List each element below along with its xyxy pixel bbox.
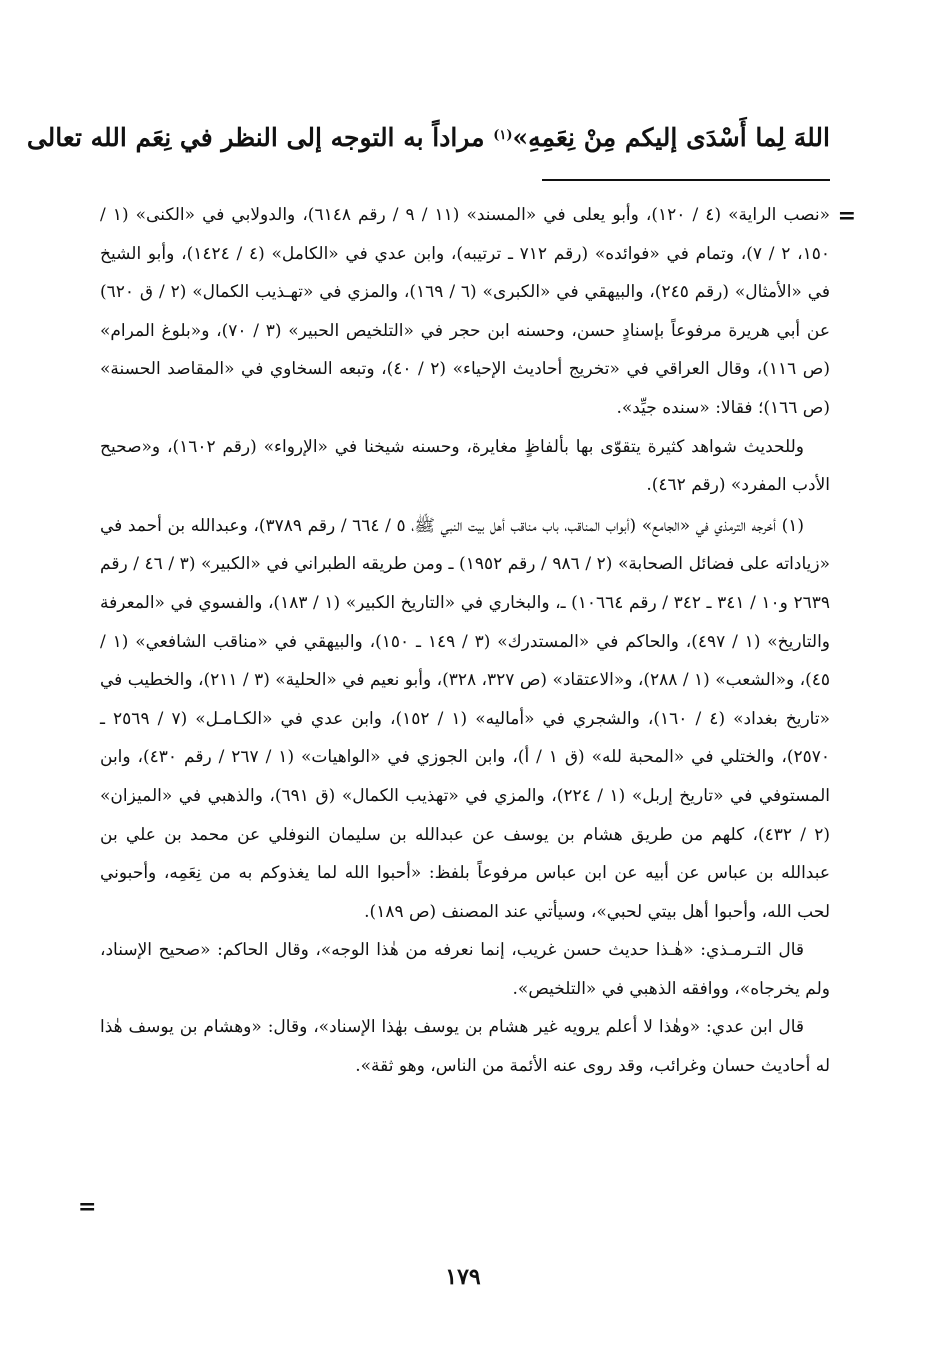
footnote-separator-rule (542, 179, 830, 181)
page-number: ١٧٩ (445, 1264, 481, 1290)
continuation-mark-start: = (837, 203, 856, 229)
footnote-reference: (١) (493, 128, 513, 143)
footnote-continued-paragraph: «نصب الراية» (٤ / ١٢٠)، وأبو يعلى في «المسند» (١١ / ٩ / رقم ٦١٤٨)، والدولابي في «الكنى» (١ / ١٥٠، ٢ / ٧)، وتمام في «فوائده» (رقم ٧١٢ ـ ترتيبه)، وابن عدي في «الكامل» (٤ / ١٤٢٤)، وأبو الشيخ في «الأمثال» (رقم ٢٤٥)، والبيهقي في «الكبرى» (٦ / ١٦٩)، والمزي في «تهـذيب الكمال» (٢ / ق ٦٢٠) عن أبي هريرة مرفوعاً بإسنادٍ حسن، وحسنه ابن حجر في «التلخيص الحبير» (٣ / ٧٠)، و«بلوغ المرام» (ص ١١٦)، وقال العراقي في «تخريج أحاديث الإحياء» (٢ / ٤٠)، وتبعه السخاوي في «المقاصد الحسنة» (ص ١٦٦)؛ فقالا: «سنده جيِّد». (100, 205, 831, 418)
running-title-rest: مراداً به التوجه إلى النظر في نِعَم الله تعالى (26, 123, 494, 152)
footnote-paragraph: قال ابن عدي: «وهٰذا لا أعلم يرويه غير هشام بن يوسف بهٰذا الإسناد»، وقال: «وهشام بن يوسف هٰذا له أحاديث حسان وغرائب، وقد روى عنه الأئمة من الناس، وهو ثقة». (100, 1017, 830, 1077)
footnote-paragraph: قال التـرمـذي: «هٰـذا حديث حسن غريب، إنما نعرفه من هٰذا الوجه»، وقال الحاكم: «صحيح الإسناد، ولم يخرجاه»، ووافقه الذهبي في «التلخيص». (100, 940, 830, 999)
continuation-mark-end: = (78, 1194, 97, 1220)
footnote-paragraph: وللحديث شواهد كثيرة يتقوّى بها بألفاظٍ مغايرة، وحسنه شيخنا في «الإرواء» (رقم ١٦٠٢)، و«صحيح الأدب المفرد» (رقم ٤٦٢). (100, 436, 830, 496)
footnotes-body (100, 196, 830, 1086)
footnote-1-paragraph: (١) أخرجه الترمذي في «الجامع» (أبواب المناقب، باب مناقب أهل بيت النبي ﷺ، ٥ / ٦٦٤ / رقم ٣٧٨٩)، وعبدالله بن أحمد في «زياداته على فضائل الصحابة» (٢ / ٩٨٦ / رقم ١٩٥٢) ـ ومن طريقه الطبراني في «الكبير» (٣ / ٤٦ / رقم ٢٦٣٩ و١٠ / ٣٤١ ـ ٣٤٢ / رقم ١٠٦٦٤) ـ، والبخاري في «التاريخ الكبير» (١ / ١٨٣)، والفسوي في «المعرفة والتاريخ» (١ / ٤٩٧)، والحاكم في «المستدرك» (٣ / ١٤٩ ـ ١٥٠)، والبيهقي في «مناقب الشافعي» (١ / ٤٥)، و«الشعب» (١ / ٢٨٨)، و«الاعتقاد» (ص ٣٢٧، ٣٢٨)، وأبو نعيم في «الحلية» (٣ / ٢١١)، والخطيب في «تاريخ بغداد» (٤ / ١٦٠)، والشجري في «أماليه» (١ / ١٥٢)، وابن عدي في «الكـامـل» (٧ / ٢٥٦٩ ـ ٢٥٧٠)، والختلي في «المحبة لله» (ق ١ / أ)، وابن الجوزي في «الواهيات» (١ / ٢٦٧ / رقم ٤٣٠)، وابن المستوفي في «تاريخ إربل» (١ / ٢٢٤)، والمزي في «تهذيب الكمال» (ق ٦٩١)، والذهبي في «الميزان» (٢ / ٤٣٢)، كلهم من طريق هشام بن يوسف عن عبدالله بن سليمان النوفلي عن محمد بن علي بن عبدالله بن عباس عن أبيه عن ابن عباس مرفوعاً بلفظ: «أحبوا الله لما يغذوكم به من نِعَمِه، وأحبوني لحب الله، وأحبوا أهل بيتي لحبي»، وسيأتي عند المصنف (ص ١٨٩). (100, 515, 831, 922)
running-title: اللهَ لِما أَسْدَى إليكم مِنْ نِعَمِهِ» (512, 123, 830, 152)
running-header (26, 118, 830, 158)
